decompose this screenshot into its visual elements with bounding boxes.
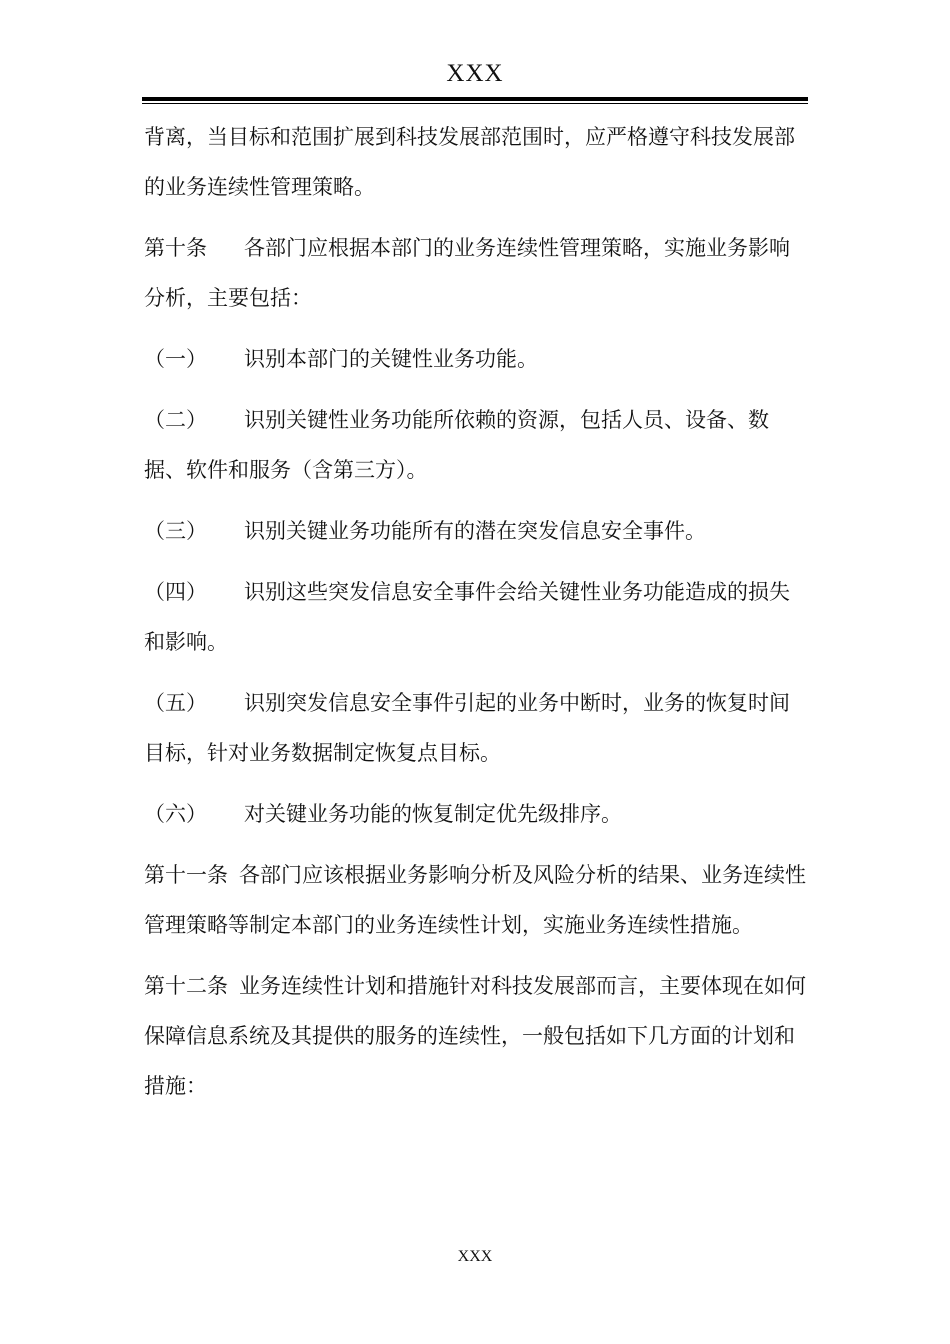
list-item (144, 678, 808, 778)
list-item-label: （五） (144, 691, 207, 715)
article-label: 第十一条 (144, 863, 228, 887)
list-item-text: 对关键业务功能的恢复制定优先级排序。 (244, 802, 622, 826)
document-body (144, 112, 808, 1122)
article-text: 各部门应根据本部门的业务连续性管理策略，实施业务影响分析，主要包括： (144, 236, 790, 310)
header-rule-thin (142, 103, 808, 104)
article-label: 第十二条 (144, 974, 228, 998)
article-label: 第十条 (144, 236, 207, 260)
page-header-title: XXX (446, 60, 504, 87)
header-rule (142, 97, 808, 101)
page-footer: XXX (457, 1248, 493, 1265)
list-item-label: （三） (144, 519, 207, 543)
article-11 (144, 850, 808, 950)
paragraph-continued: 背离，当目标和范围扩展到科技发展部范围时，应严格遵守科技发展部的业务连续性管理策略。 (144, 125, 795, 199)
list-item-label: （二） (144, 408, 207, 432)
article-text: 业务连续性计划和措施针对科技发展部而言，主要体现在如何保障信息系统及其提供的服务的连续性，一般包括如下几方面的计划和措施： (144, 974, 806, 1098)
list-item-text: 识别关键业务功能所有的潜在突发信息安全事件。 (244, 519, 706, 543)
list-item-text: 识别关键性业务功能所依赖的资源，包括人员、设备、数据、软件和服务（含第三方）。 (144, 408, 769, 482)
article-12 (144, 961, 808, 1111)
list-item (144, 334, 808, 384)
list-item-label: （一） (144, 347, 207, 371)
list-item-text: 识别本部门的关键性业务功能。 (244, 347, 538, 371)
list-item-text: 识别突发信息安全事件引起的业务中断时，业务的恢复时间目标，针对业务数据制定恢复点目标。 (144, 691, 790, 765)
article-10 (144, 223, 808, 323)
list-item (144, 789, 808, 839)
article-text: 各部门应该根据业务影响分析及风险分析的结果、业务连续性管理策略等制定本部门的业务连续性计划，实施业务连续性措施。 (144, 863, 806, 937)
list-item-label: （四） (144, 580, 207, 604)
list-item (144, 395, 808, 495)
list-item-text: 识别这些突发信息安全事件会给关键性业务功能造成的损失和影响。 (144, 580, 790, 654)
list-item (144, 506, 808, 556)
list-item (144, 567, 808, 667)
list-item-label: （六） (144, 802, 207, 826)
